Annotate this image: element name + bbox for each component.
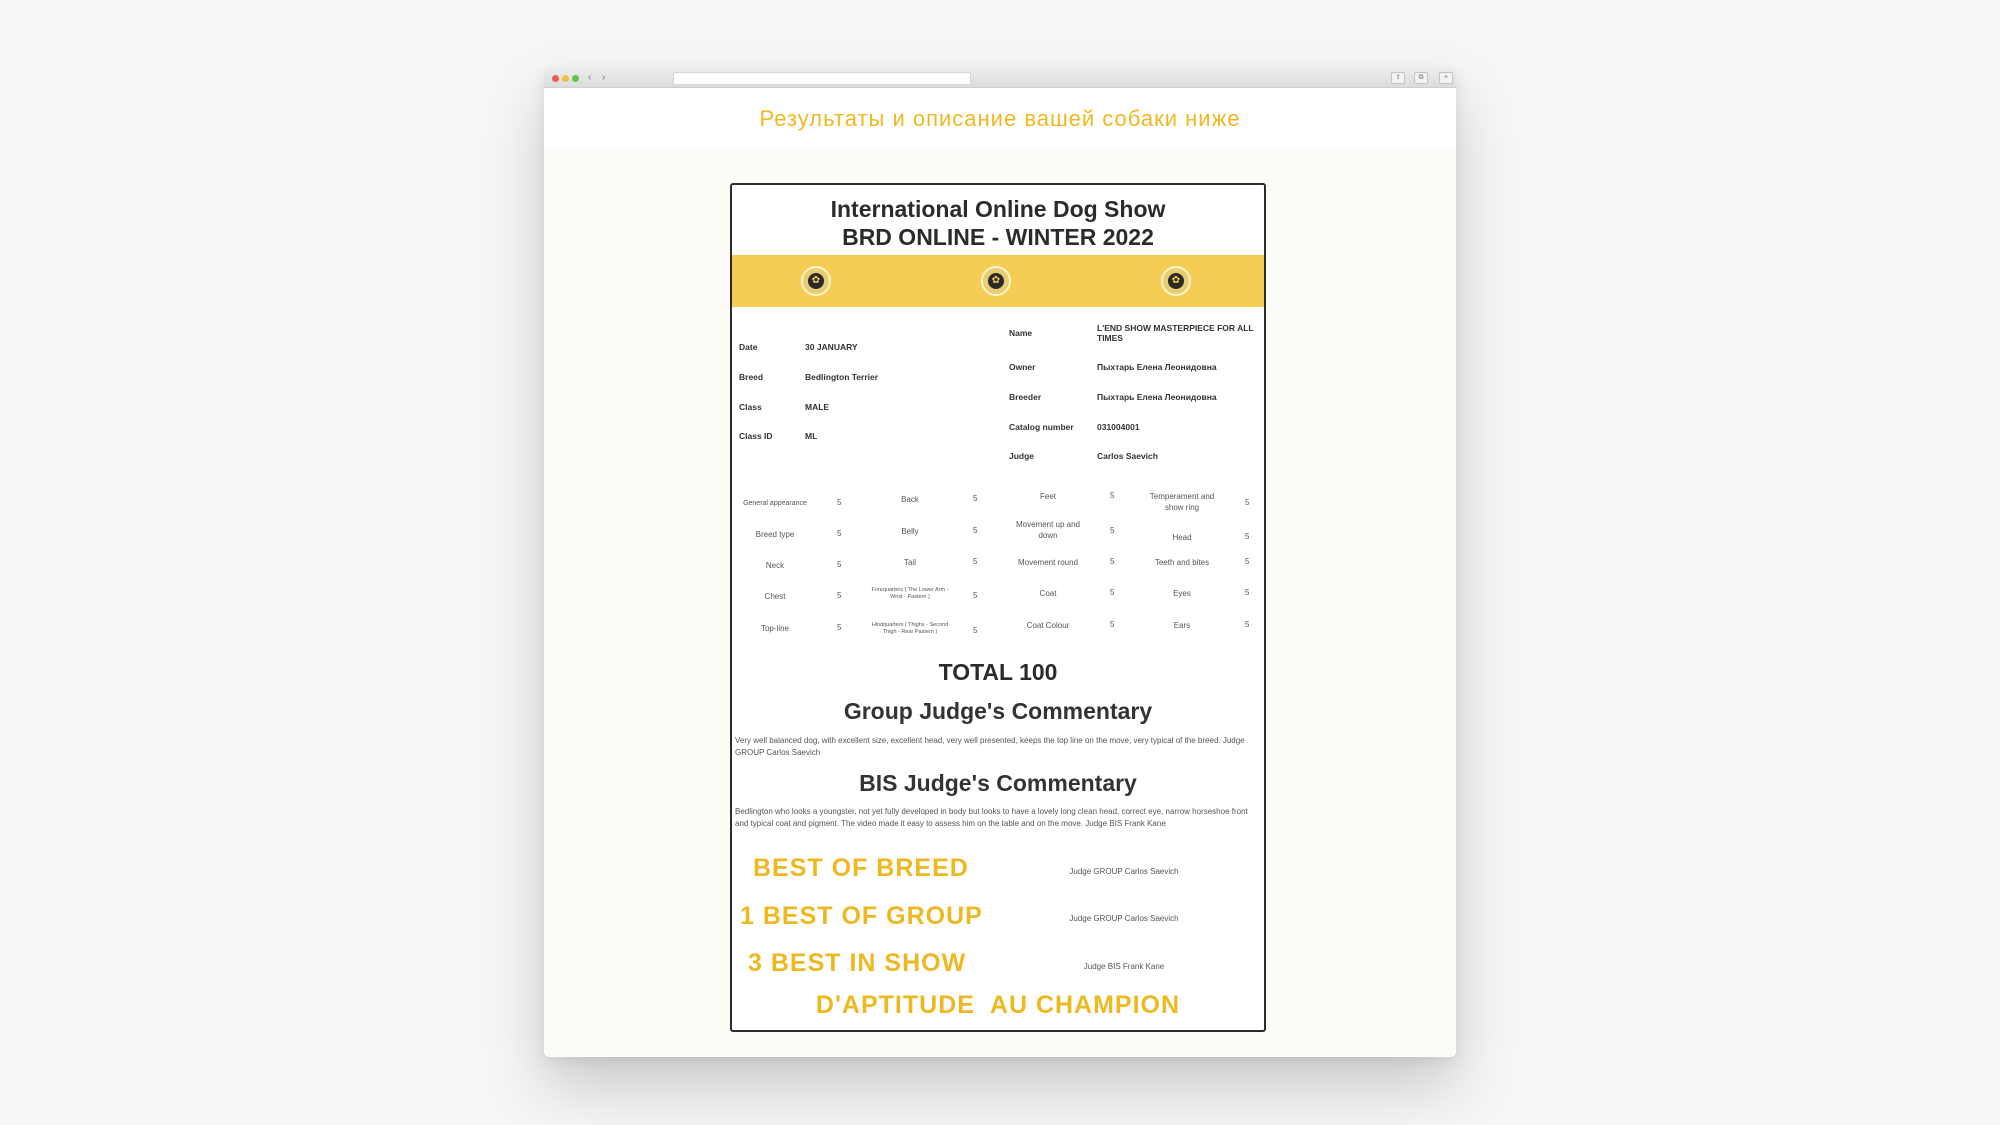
score-value: 5 <box>1245 557 1250 566</box>
score-value: 5 <box>973 557 978 566</box>
bis-commentary-heading: BIS Judge's Commentary <box>859 770 1137 796</box>
score-label: Coat <box>1039 589 1057 598</box>
paw-seal-icon <box>1161 266 1191 296</box>
paw-icon: ✿ <box>808 273 824 289</box>
name-label: Name <box>1009 328 1033 338</box>
group-commentary-heading: Group Judge's Commentary <box>843 698 1153 724</box>
score-label: Chest <box>764 592 786 601</box>
group-commentary-text: Very well balanced dog, with excellent size, excellent head, very well presented, keeps the top line on the move, very typical of the breed. Judge GROUP Carlos Saevich <box>735 736 1245 757</box>
award-judge: Judge GROUP Carlos Saevich <box>1069 867 1179 876</box>
score-label: Hindquarters ( Thighs - Second Thigh - Rear Pastern ) <box>871 622 949 635</box>
score-value: 5 <box>1245 620 1250 629</box>
judge-value: Carlos Saevich <box>1097 451 1158 461</box>
share-icon[interactable]: ⇪ <box>1391 72 1405 84</box>
catalog-number-label: Catalog number <box>1009 422 1074 432</box>
score-label: Tail <box>903 558 916 567</box>
class-id-label: Class ID <box>739 431 773 441</box>
score-label: Movement round <box>1017 558 1079 567</box>
score-label: Eyes <box>1173 589 1191 598</box>
class-value: MALE <box>805 402 830 412</box>
paw-icon: ✿ <box>1168 273 1184 289</box>
score-value: 5 <box>1110 557 1115 566</box>
award-judge: Judge GROUP Carlos Saevich <box>1069 914 1179 923</box>
date-label: Date <box>739 342 758 352</box>
bis-commentary-text: Bedlington who looks a youngster, not yet fully developed in body but looks to have a lovely long clean head, correct eye, narrow horseshoe front and typical coat and pigment. The video made it easy to assess him on the table and on the move. Judge BIS Frank Kane <box>735 807 1248 828</box>
score-label: Head <box>1172 533 1192 542</box>
breeder-label: Breeder <box>1009 392 1042 402</box>
score-value: 5 <box>837 591 842 600</box>
new-tab-icon[interactable]: + <box>1439 72 1453 84</box>
class-label: Class <box>739 402 762 412</box>
score-label: Top-line <box>760 624 789 633</box>
certificate-title <box>732 195 1264 251</box>
score-value: 5 <box>1245 532 1250 541</box>
award-best-in-show: 3 BEST IN SHOW <box>748 949 967 977</box>
owner-label: Owner <box>1009 362 1036 372</box>
score-label: Teeth and bites <box>1154 558 1210 567</box>
minimize-window-button[interactable] <box>562 75 569 82</box>
score-value: 5 <box>837 560 842 569</box>
score-value: 5 <box>1110 491 1115 500</box>
score-value: 5 <box>973 626 978 635</box>
owner-value: Пыхтарь Елена Леонидовна <box>1097 362 1217 372</box>
breed-value: Bedlington Terrier <box>805 372 879 382</box>
paw-icon: ✿ <box>988 273 1004 289</box>
breed-label: Breed <box>739 372 764 382</box>
score-value: 5 <box>1245 498 1250 507</box>
score-label: General appearance <box>743 500 807 507</box>
seal-band <box>732 255 1264 307</box>
address-bar[interactable] <box>673 72 971 85</box>
maximize-window-button[interactable] <box>572 75 579 82</box>
certificate-title-line1: International Online Dog Show <box>830 196 1166 222</box>
award-best-of-breed: BEST OF BREED <box>753 854 969 882</box>
score-label: Coat Colour <box>1026 621 1070 630</box>
total-score: TOTAL 100 <box>938 659 1058 685</box>
score-label: Forequarters ( The Lower Arm - Wrist - Pastern ) <box>871 587 949 600</box>
catalog-number-value: 031004001 <box>1097 422 1140 432</box>
score-label: Movement up and down <box>1015 520 1081 540</box>
score-label: Breed type <box>755 530 795 539</box>
certificate-title-line2: BRD ONLINE - WINTER 2022 <box>842 224 1154 250</box>
score-value: 5 <box>1110 620 1115 629</box>
score-value: 5 <box>837 529 842 538</box>
award-champion-aptitude: D'APTITUDE AU CHAMPION <box>815 991 1181 1019</box>
score-label: Temperament and show ring <box>1149 492 1215 512</box>
score-label: Neck <box>765 561 785 570</box>
browser-titlebar <box>544 69 1456 88</box>
forward-arrow-icon[interactable]: › <box>602 72 606 83</box>
page-title: Результаты и описание вашей собаки ниже <box>759 106 1241 131</box>
score-value: 5 <box>1110 526 1115 535</box>
date-value: 30 JANUARY <box>805 342 858 352</box>
score-value: 5 <box>973 526 978 535</box>
score-label: Ears <box>1173 621 1191 630</box>
score-label: Back <box>901 495 919 504</box>
browser-window <box>544 69 1456 1057</box>
score-label: Feet <box>1039 492 1056 501</box>
close-window-button[interactable] <box>552 75 559 82</box>
show-certificate <box>730 183 1266 1032</box>
score-value: 5 <box>1245 588 1250 597</box>
judge-label: Judge <box>1009 451 1035 461</box>
tabs-icon[interactable]: ⧉ <box>1414 72 1428 84</box>
score-value: 5 <box>973 591 978 600</box>
paw-seal-icon <box>981 266 1011 296</box>
breeder-value: Пыхтарь Елена Леонидовна <box>1097 392 1217 402</box>
award-judge: Judge BIS Frank Kane <box>1083 962 1165 971</box>
back-arrow-icon[interactable]: ‹ <box>588 72 592 83</box>
score-value: 5 <box>837 623 842 632</box>
class-id-value: ML <box>805 431 818 441</box>
score-value: 5 <box>973 494 978 503</box>
score-value: 5 <box>1110 588 1115 597</box>
score-label: Belly <box>901 527 919 536</box>
score-value: 5 <box>837 498 842 507</box>
name-value: L'END SHOW MASTERPIECE FOR ALL TIMES <box>1097 323 1254 343</box>
award-best-of-group: 1 BEST OF GROUP <box>740 902 983 930</box>
page-header <box>544 88 1456 150</box>
paw-seal-icon <box>801 266 831 296</box>
